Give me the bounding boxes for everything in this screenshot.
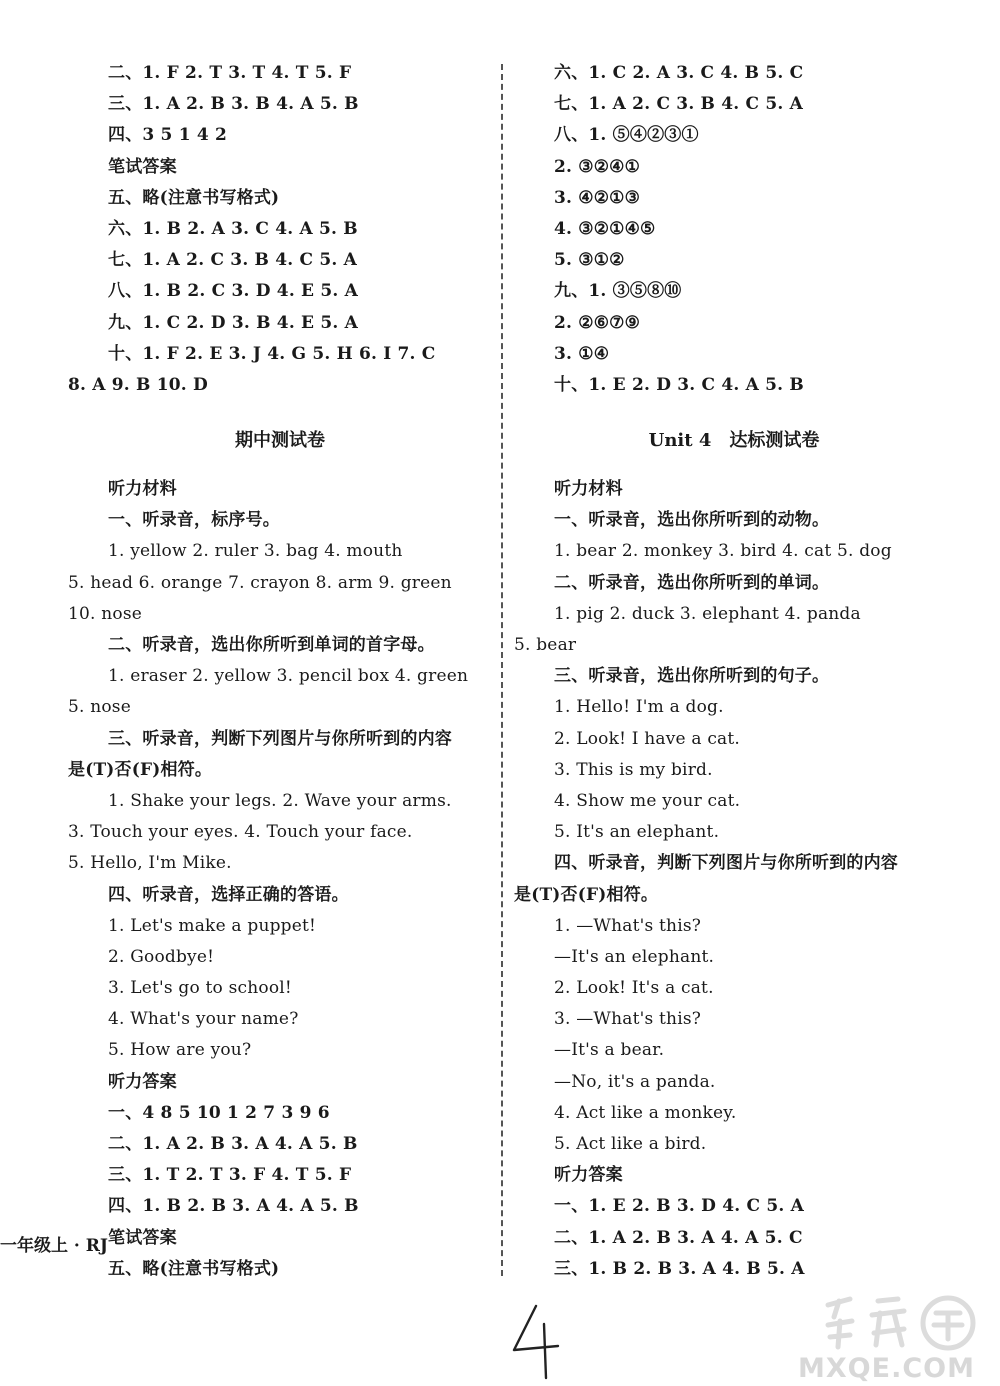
listening-material [68,505,492,1066]
question-heading: 三、听录音，选出你所听到的句子。 [554,666,830,687]
answer-list-b [514,58,954,401]
answer-line: 九、1. C 2. D 3. B 4. E 5. A [108,312,358,333]
listening-line: 2. Look! It's a cat. [554,978,714,999]
listening-line: 1. Hello! I'm a dog. [554,697,724,718]
listening-line: 10. nose [68,603,143,624]
right-column [514,58,954,1285]
answer-line: 三、1. T 2. T 3. F 4. T 5. F [108,1165,352,1186]
answer-line: 十、1. F 2. E 3. J 4. G 5. H 6. I 7. C [108,343,436,364]
listening-line: 5. head 6. orange 7. crayon 8. arm 9. green [68,572,452,593]
answer-list-a [68,58,492,370]
listening-line: 1. Let's make a puppet! [108,915,317,936]
answer-line: 2. ②⑥⑦⑨ [554,312,641,333]
answer-line: 八、1. ⑤④②③① [554,125,699,146]
column-divider [501,64,503,1276]
listening-line: —It's an elephant. [554,946,715,967]
answer-line: 六、1. C 2. A 3. C 4. B 5. C [554,63,804,83]
watermark-text: MXQE.COM [798,1353,975,1384]
answer-line: 3. ④②①③ [554,187,641,208]
question-heading: 三、听录音，判断下列图片与你所听到的内容 [108,728,452,749]
listening-line: 3. —What's this? [554,1009,702,1030]
listening-line: 5. How are you? [108,1040,252,1061]
listening-material-heading: 听力材料 [108,479,177,500]
answer-line: 十、1. E 2. D 3. C 4. A 5. B [554,374,804,395]
left-column [68,58,492,1285]
question-heading: 四、听录音，选择正确的答语。 [108,884,349,905]
listening-answers [68,1067,492,1285]
answer-line: 八、1. B 2. C 3. D 4. E 5. A [108,281,358,302]
answer-line: 三、1. B 2. B 3. A 4. B 5. A [554,1258,805,1279]
listening-line: 4. Show me your cat. [554,790,741,811]
listening-line: 1. bear 2. monkey 3. bird 4. cat 5. dog [554,541,892,562]
answer-line: 2. ③②④① [554,156,641,177]
question-heading: 二、听录音，选出你所听到的单词。 [554,572,830,593]
listening-material-heading: 听力材料 [554,479,623,500]
listening-line: 3. Touch your eyes. 4. Touch your face. [68,822,413,843]
question-heading: 一、听录音，标序号。 [108,510,280,531]
listening-line: 2. Look! I have a cat. [554,728,741,749]
listening-line: 4. Act like a monkey. [554,1102,737,1123]
listening-line: 1. Shake your legs. 2. Wave your arms. [108,790,452,811]
answer-line: 二、1. A 2. B 3. A 4. A 5. B [108,1134,358,1154]
answer-line: 四、3 5 1 4 2 [108,125,228,146]
answer-line: 一、1. E 2. B 3. D 4. C 5. A [554,1196,804,1217]
section-title-unit4: Unit 4 达标测试卷 [648,430,820,452]
grade-footer: 一年级上 · RJ [0,1236,108,1256]
listening-line: 5. Act like a bird. [554,1134,707,1154]
answer-line: 五、略(注意书写格式) [108,187,280,208]
listening-line: 5. nose [68,697,131,718]
answer-line: 四、1. B 2. B 3. A 4. A 5. B [108,1196,359,1217]
listening-line: 2. Goodbye! [108,946,215,967]
handwritten-page-number [506,1302,570,1382]
listening-line: —No, it's a panda. [554,1071,716,1092]
listening-line: —It's a bear. [554,1040,665,1061]
answer-line: 五、略(注意书写格式) [108,1258,280,1279]
question-heading: 四、听录音，判断下列图片与你所听到的内容 [554,853,898,874]
listening-line: 1. —What's this? [554,915,702,936]
answer-line: 三、1. A 2. B 3. B 4. A 5. B [108,94,359,115]
answer-line: 3. ①④ [554,343,610,364]
answer-line: 七、1. A 2. C 3. B 4. C 5. A [108,250,358,271]
answer-line: 六、1. B 2. A 3. C 4. A 5. B [108,218,358,239]
written-answers-heading: 笔试答案 [108,156,177,177]
listening-line: 1. yellow 2. ruler 3. bag 4. mouth [108,541,403,562]
answer-line: 5. ③①② [554,250,625,271]
answer-line-continued: 8. A 9. B 10. D [68,374,208,395]
question-heading: 一、听录音，选出你所听到的动物。 [554,510,830,531]
answer-line: 七、1. A 2. C 3. B 4. C 5. A [554,94,804,115]
answer-line: 二、1. F 2. T 3. T 4. T 5. F [108,63,352,83]
listening-line: 3. This is my bird. [554,759,713,780]
answer-line: 4. ③②①④⑤ [554,218,656,239]
section-title-midterm: 期中测试卷 [235,430,325,452]
question-heading: 二、听录音，选出你所听到单词的首字母。 [108,635,435,655]
answer-line: 二、1. A 2. B 3. A 4. A 5. C [554,1227,803,1248]
watermark-logo [820,1291,980,1353]
listening-answers-heading: 听力答案 [554,1165,623,1186]
question-heading: 是(T)否(F)相符。 [68,759,213,780]
listening-answers [514,1160,954,1285]
answer-line: 一、4 8 5 10 1 2 7 3 9 6 [108,1102,330,1123]
listening-line: 1. pig 2. duck 3. elephant 4. panda [554,603,861,624]
listening-line: 1. eraser 2. yellow 3. pencil box 4. green [108,666,469,687]
question-heading: 是(T)否(F)相符。 [514,884,659,905]
listening-answers-heading: 听力答案 [108,1071,177,1092]
listening-line: 5. bear [514,635,577,655]
written-answers-heading: 笔试答案 [108,1227,177,1248]
listening-line: 3. Let's go to school! [108,978,292,999]
listening-line: 5. It's an elephant. [554,822,720,843]
listening-material [514,505,954,1160]
listening-line: 5. Hello, I'm Mike. [68,853,232,874]
answer-line: 九、1. ③⑤⑧⑩ [554,281,682,302]
listening-line: 4. What's your name? [108,1009,299,1030]
